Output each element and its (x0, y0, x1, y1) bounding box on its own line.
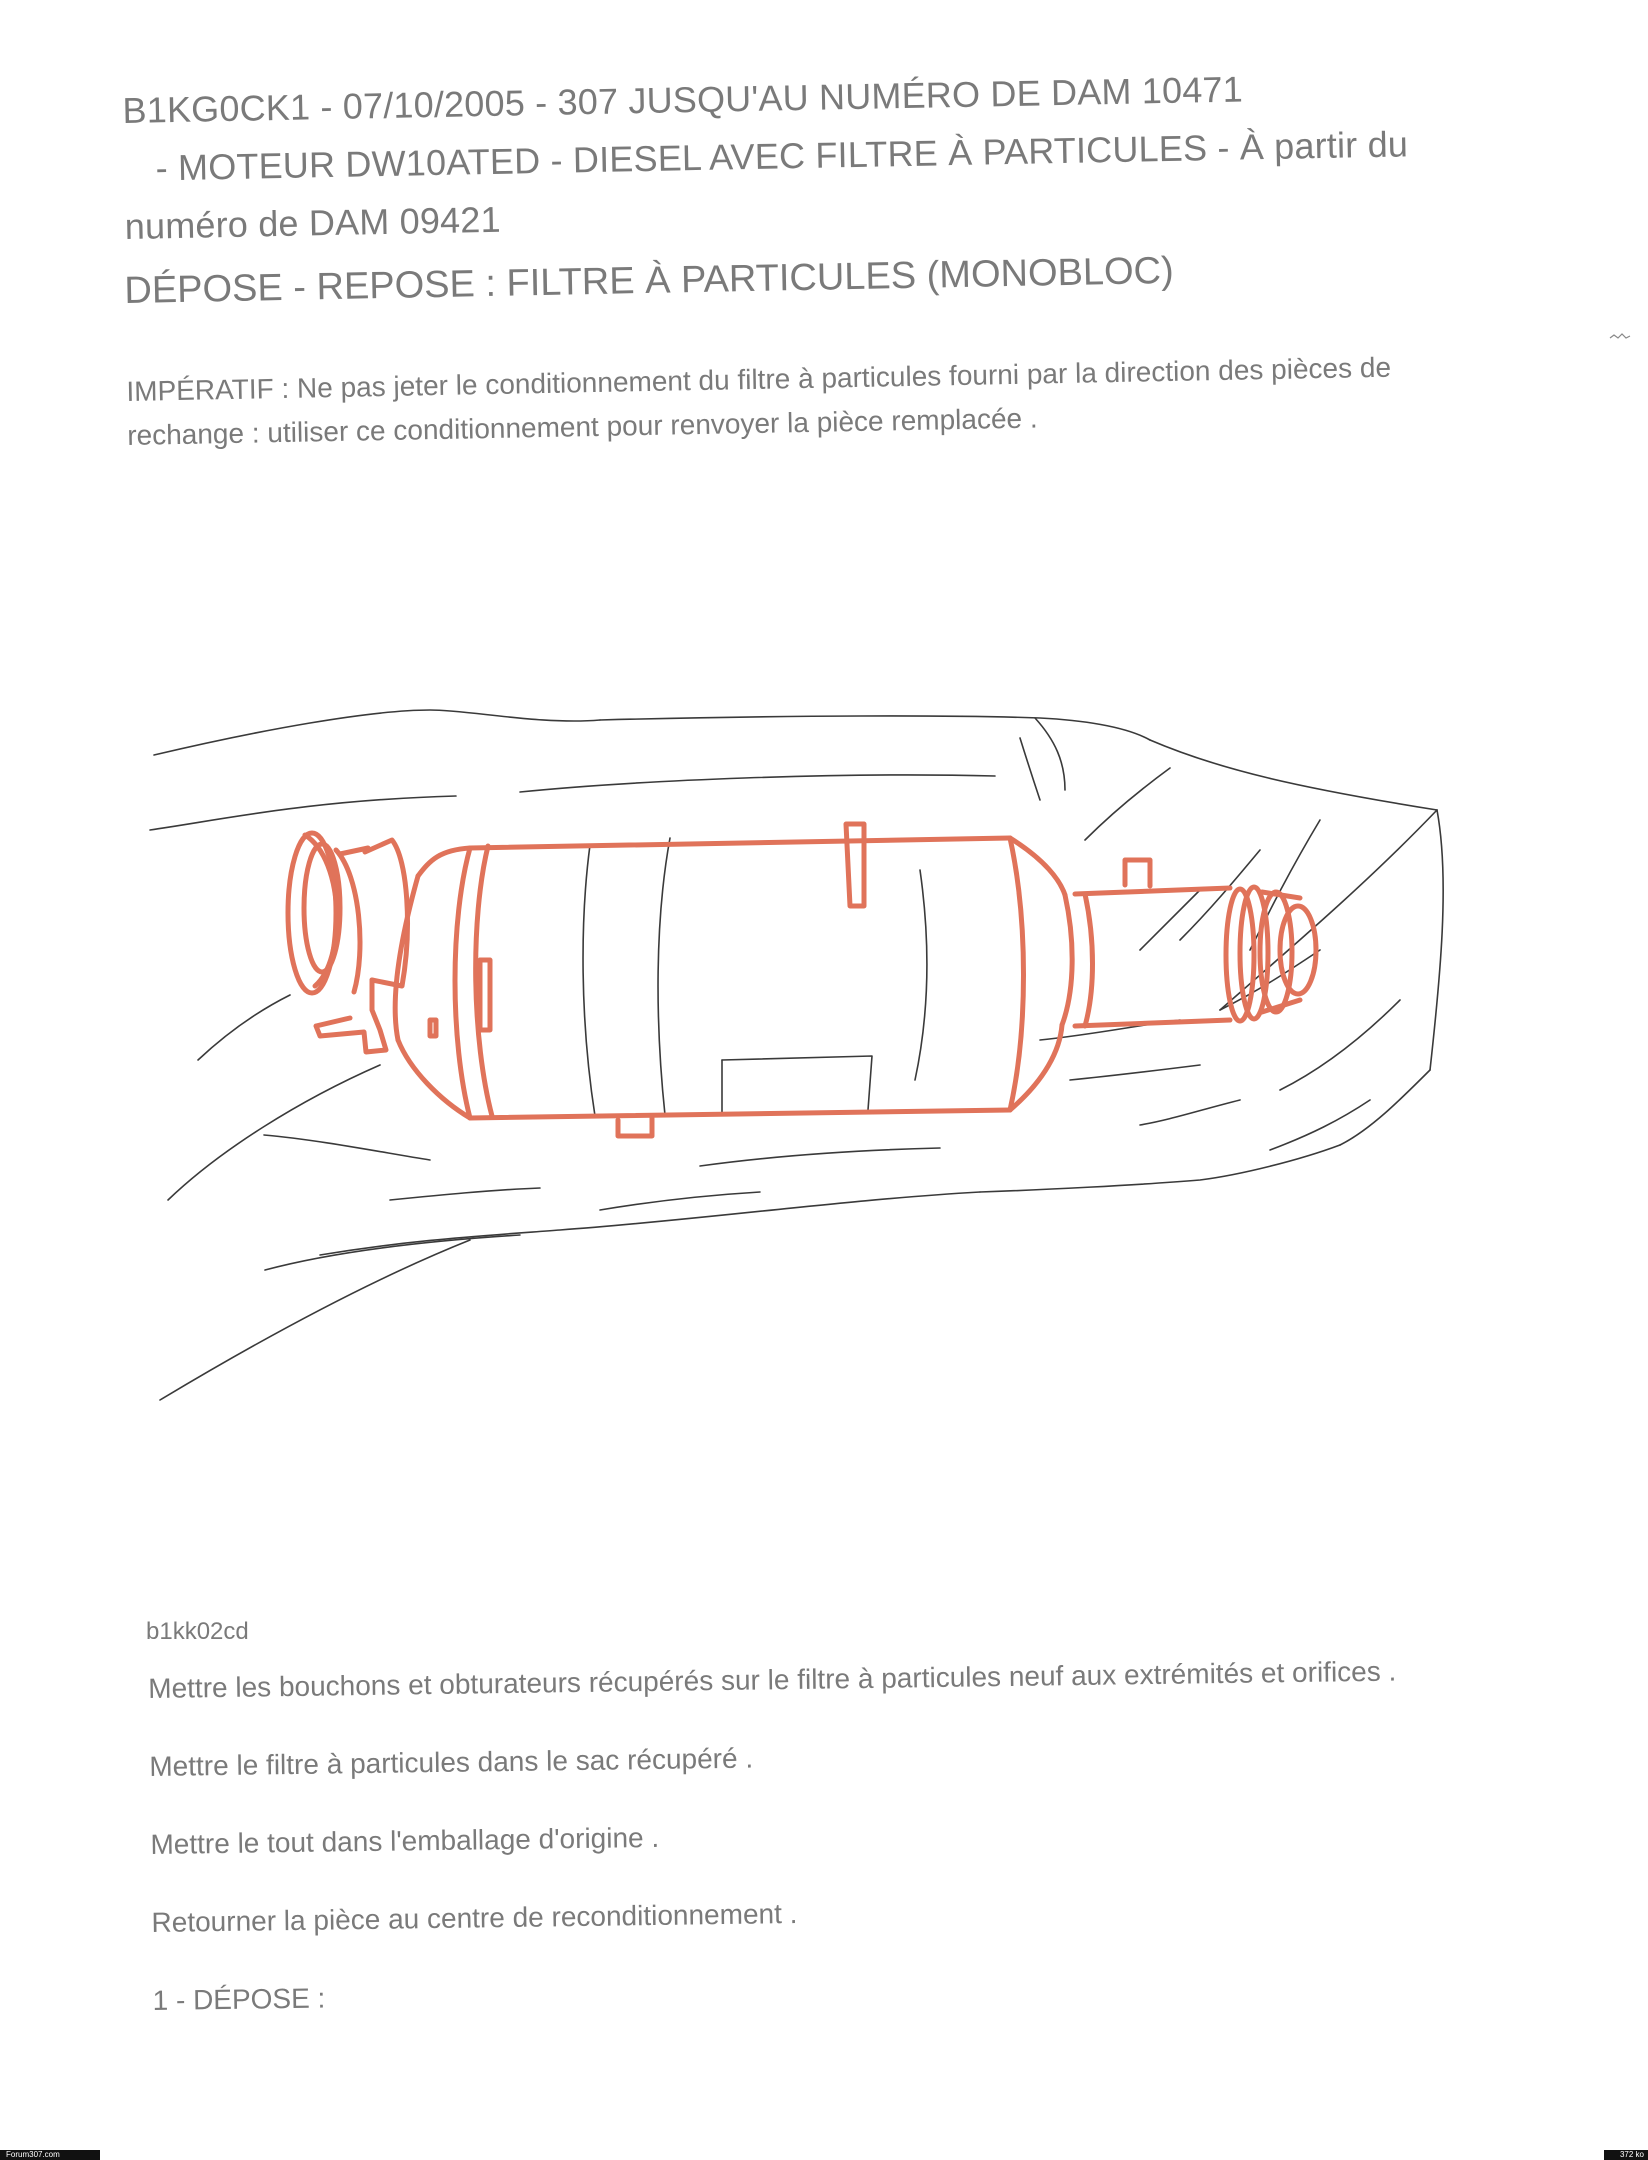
footer-file-size: 372 ko (1604, 2150, 1648, 2160)
footer-watermark: Forum307.com (0, 2150, 100, 2160)
step-item: Mettre les bouchons et obturateurs récupérés sur le filtre à particules neuf aux extrémités et orifices . (148, 1655, 1397, 1704)
document-header (122, 55, 1525, 256)
step-heading: 1 - DÉPOSE : (152, 1982, 326, 2016)
figure-code: b1kk02cd (146, 1618, 249, 1645)
header-line-3: numéro de DAM 09421 (124, 198, 502, 247)
imperative-note (126, 344, 1497, 458)
bag-outline (150, 710, 1443, 1400)
step-item: Retourner la pièce au centre de reconditionnement . (151, 1897, 798, 1938)
scan-speck (1608, 332, 1632, 342)
section-title: DÉPOSE - REPOSE : FILTRE À PARTICULES (MONOBLOC) (124, 249, 1175, 312)
imperative-line-1: IMPÉRATIF : Ne pas jeter le conditionnement du filtre à particules fourni par la direction des pièces de (126, 351, 1392, 407)
procedure-steps (148, 1650, 1553, 2060)
particle-filter (288, 824, 1316, 1136)
header-line-2: - MOTEUR DW10ATED - DIESEL AVEC FILTRE À PARTICULES - À partir du (155, 123, 1409, 189)
filter-details (583, 838, 927, 1116)
step-item: Mettre le tout dans l'emballage d'origine . (150, 1821, 660, 1860)
step-item: Mettre le filtre à particules dans le sac récupéré . (149, 1742, 754, 1782)
particle-filter-illustration (140, 680, 1460, 1420)
header-line-1: B1KG0CK1 - 07/10/2005 - 307 JUSQU'AU NUMÉRO DE DAM 10471 (122, 68, 1244, 131)
imperative-line-2: rechange : utiliser ce conditionnement pour renvoyer la pièce remplacée . (126, 402, 1038, 451)
